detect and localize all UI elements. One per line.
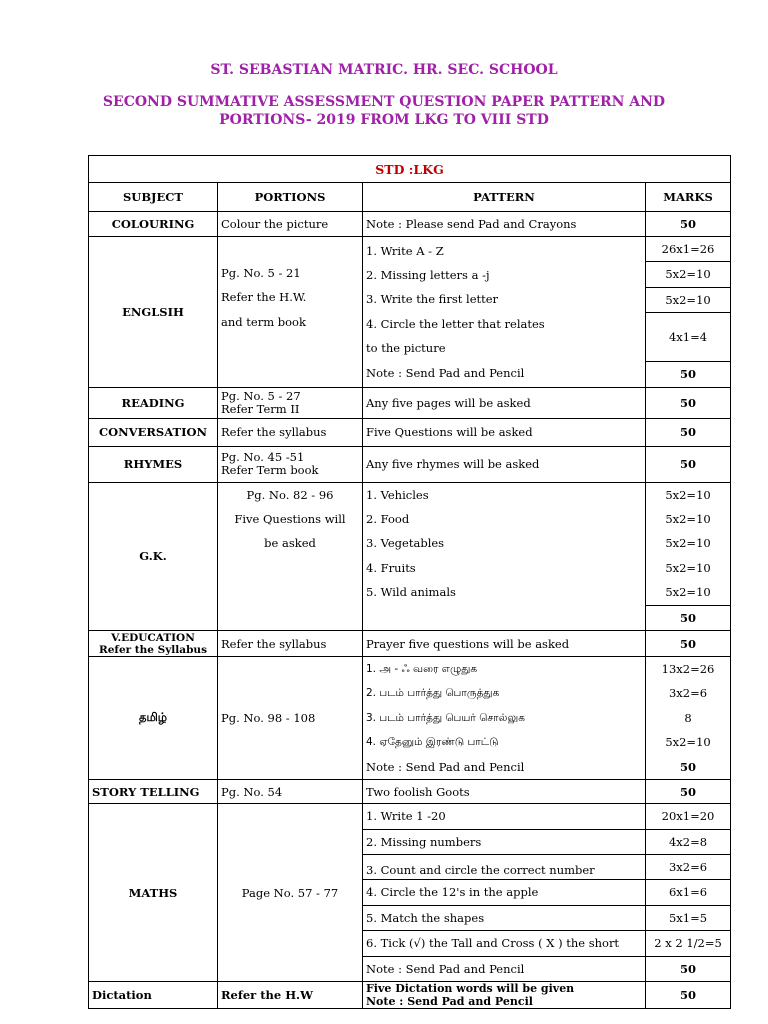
subject-cell: Dictation: [89, 981, 218, 1008]
table-row: [89, 237, 731, 388]
marks-cell: 13x2=26 3x2=6 8 5x2=10 50: [646, 657, 731, 780]
col-pattern: PATTERN: [363, 183, 646, 212]
page-title: [0, 93, 768, 129]
table-row: [89, 387, 731, 418]
title-line-1: SECOND SUMMATIVE ASSESSMENT QUESTION PAPER PATTERN AND: [102, 94, 666, 110]
portion-cell: Colour the picture: [218, 212, 363, 237]
col-portions: PORTIONS: [218, 183, 363, 212]
portion-cell: Refer the syllabus: [218, 418, 363, 446]
table-row: [89, 446, 731, 482]
header-row: [89, 183, 731, 212]
table-row: [89, 804, 731, 982]
col-subject: SUBJECT: [89, 183, 218, 212]
marks-cell: 50: [646, 418, 731, 446]
table-row: [89, 418, 731, 446]
portion-cell: Pg. No. 82 - 96 Five Questions will be asked: [218, 482, 363, 630]
std-label: STD :LKG: [89, 156, 731, 183]
subject-cell: READING: [89, 387, 218, 418]
col-marks: MARKS: [646, 183, 731, 212]
pattern-cell: Note : Please send Pad and Crayons: [363, 212, 646, 237]
portion-cell: Refer the syllabus: [218, 631, 363, 657]
pattern-cell: Five Questions will be asked: [363, 418, 646, 446]
portion-cell: Pg. No. 98 - 108: [218, 657, 363, 780]
pattern-cell: 1. அ - ஃ வரை எழுதுக 2. படம் பார்த்து பொருத்துக 3. படம் பார்த்து பெயர் சொல்லுக 4. ஏதேனும் இரண்டு பாட்டு Note : Send Pad and Pencil: [363, 657, 646, 780]
subject-cell: ENGLSIH: [89, 237, 218, 388]
pattern-cell: Two foolish Goots: [363, 780, 646, 804]
portion-cell: Pg. No. 5 - 21 Refer the H.W. and term book: [218, 237, 363, 388]
subject-cell: V.EDUCATION Refer the Syllabus: [89, 631, 218, 657]
subject-cell: MATHS: [89, 804, 218, 982]
marks-cell: 50: [646, 212, 731, 237]
marks-cell: 50: [646, 446, 731, 482]
marks-cell: 50: [646, 780, 731, 804]
marks-cell: 50: [646, 981, 731, 1008]
table-row: [89, 780, 731, 804]
pattern-cell: Five Dictation words will be given Note : Send Pad and Pencil: [363, 981, 646, 1008]
portion-cell: Refer the H.W: [218, 981, 363, 1008]
subject-cell: COLOURING: [89, 212, 218, 237]
table-row: [89, 657, 731, 780]
marks-cell: 20x1=20 4x2=8 3x2=6 6x1=6 5x1=5 2 x 2 1/2=5 50: [646, 804, 731, 982]
subject-cell: RHYMES: [89, 446, 218, 482]
title-line-2: PORTIONS- 2019 FROM LKG TO VIII STD: [219, 112, 549, 128]
pattern-cell: Any five rhymes will be asked: [363, 446, 646, 482]
subject-cell: STORY TELLING: [89, 780, 218, 804]
table-row: [89, 212, 731, 237]
portion-cell: Pg. No. 54: [218, 780, 363, 804]
table-row: [89, 631, 731, 657]
portion-cell: Pg. No. 5 - 27 Refer Term II: [218, 387, 363, 418]
pattern-cell: 1. Write 1 -20 2. Missing numbers 3. Count and circle the correct number 4. Circle the 12's in the apple 5. Match the shapes 6. Tick (√) the Tall and Cross ( X ) the short Note : Send Pad and Pencil: [363, 804, 646, 982]
table-row: [89, 482, 731, 630]
pattern-cell: 1. Write A - Z 2. Missing letters a -j 3. Write the first letter 4. Circle the letter that relates to the picture Note : Send Pad and Pencil: [363, 237, 646, 388]
portion-cell: Pg. No. 45 -51 Refer Term book: [218, 446, 363, 482]
portion-cell: Page No. 57 - 77: [218, 804, 363, 982]
table-row: [89, 981, 731, 1008]
marks-cell: 5x2=10 5x2=10 5x2=10 5x2=10 5x2=10 50: [646, 482, 731, 630]
marks-cell: 50: [646, 631, 731, 657]
subject-cell: G.K.: [89, 482, 218, 630]
marks-cell: 26x1=26 5x2=10 5x2=10 4x1=4 50: [646, 237, 731, 388]
school-name: ST. SEBASTIAN MATRIC. HR. SEC. SCHOOL: [210, 62, 558, 78]
marks-cell: 50: [646, 387, 731, 418]
pattern-cell: Prayer five questions will be asked: [363, 631, 646, 657]
pattern-cell: 1. Vehicles 2. Food 3. Vegetables 4. Fruits 5. Wild animals: [363, 482, 646, 630]
pattern-cell: Any five pages will be asked: [363, 387, 646, 418]
subject-cell: தமிழ்: [89, 657, 218, 780]
subject-cell: CONVERSATION: [89, 418, 218, 446]
portions-table: [88, 155, 731, 1009]
